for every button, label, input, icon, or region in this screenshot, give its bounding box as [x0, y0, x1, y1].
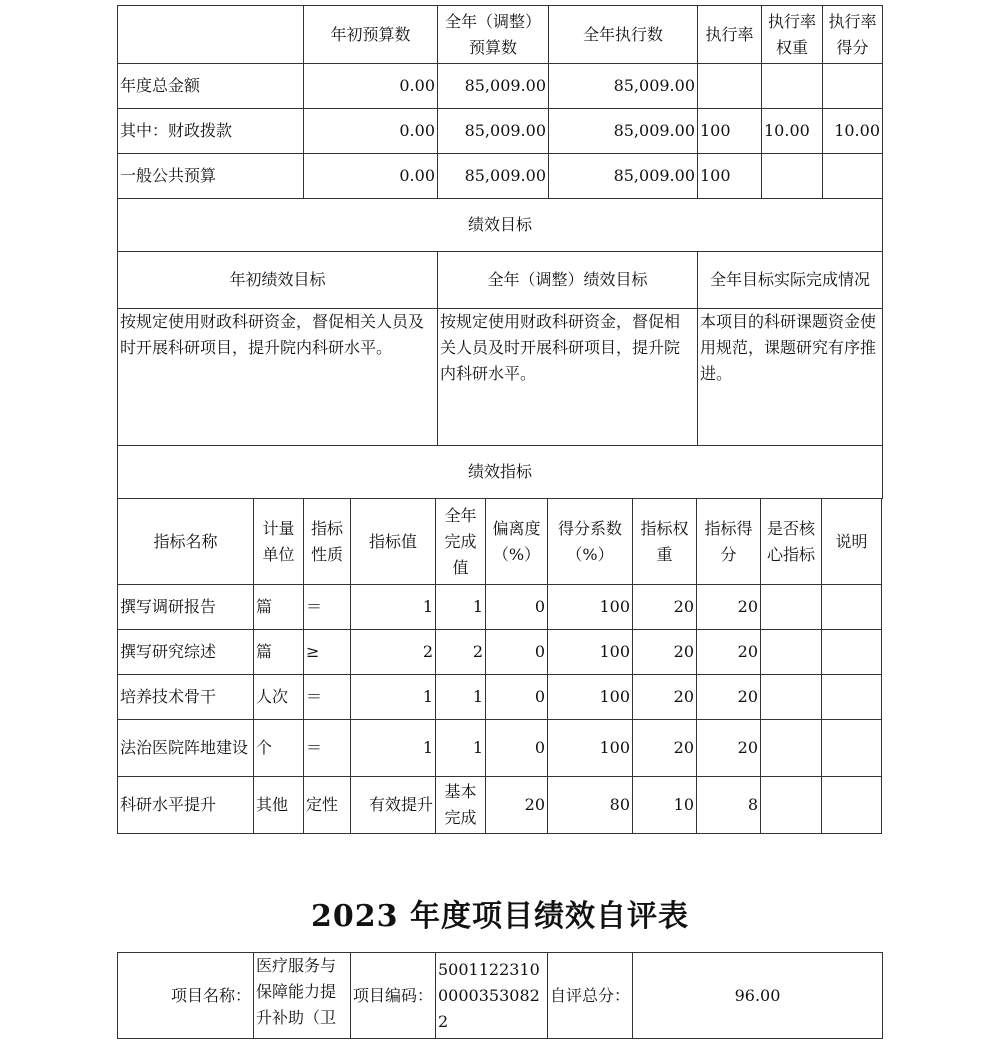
ind-done: 1 — [436, 675, 486, 720]
ind-score: 20 — [697, 675, 761, 720]
goals-header-initial: 年初绩效目标 — [118, 252, 438, 309]
ind-score: 20 — [697, 720, 761, 777]
ind-weight: 10 — [633, 777, 697, 834]
ind-dev: 0 — [486, 630, 548, 675]
budget-row-adjusted: 85,009.00 — [438, 154, 549, 199]
indicators-section-row — [118, 446, 883, 499]
ind-name: 撰写研究综述 — [118, 630, 254, 675]
ind-name: 撰写调研报告 — [118, 585, 254, 630]
goals-content-row — [118, 309, 883, 446]
budget-row-name: 年度总金额 — [118, 64, 304, 109]
goals-actual-text: 本项目的科研课题资金使用规范，课题研究有序推进。 — [698, 309, 883, 446]
ind-score: 20 — [697, 630, 761, 675]
ind-unit: 个 — [254, 720, 304, 777]
ind-score: 8 — [697, 777, 761, 834]
budget-row-rate — [698, 64, 762, 109]
ind-header-weight: 指标权重 — [633, 499, 697, 585]
budget-row-executed: 85,009.00 — [549, 109, 698, 154]
budget-row — [118, 109, 883, 154]
ind-core — [761, 630, 822, 675]
ind-note — [822, 777, 882, 834]
budget-row-score — [823, 64, 883, 109]
ind-nature: ＝ — [304, 720, 351, 777]
ind-header-coef: 得分系数（%） — [548, 499, 633, 585]
budget-row-initial: 0.00 — [304, 64, 438, 109]
ind-header-name: 指标名称 — [118, 499, 254, 585]
ind-target: 2 — [351, 630, 436, 675]
budget-row-initial: 0.00 — [304, 109, 438, 154]
ind-coef: 100 — [548, 630, 633, 675]
ind-target: 1 — [351, 675, 436, 720]
budget-row-score — [823, 154, 883, 199]
budget-header-adjusted: 全年（调整）预算数 — [438, 6, 549, 64]
ind-weight: 20 — [633, 585, 697, 630]
budget-header-initial: 年初预算数 — [304, 6, 438, 64]
budget-row — [118, 64, 883, 109]
ind-weight: 20 — [633, 630, 697, 675]
ind-dev: 0 — [486, 585, 548, 630]
ind-note — [822, 585, 882, 630]
table-row — [118, 720, 882, 777]
ind-name: 科研水平提升 — [118, 777, 254, 834]
budget-row-name: 其中：财政拨款 — [118, 109, 304, 154]
budget-row-score: 10.00 — [823, 109, 883, 154]
project-score-label: 自评总分： — [548, 953, 633, 1039]
ind-name: 法治医院阵地建设 — [118, 720, 254, 777]
ind-done: 1 — [436, 720, 486, 777]
ind-coef: 100 — [548, 585, 633, 630]
project-score-value: 96.00 — [633, 953, 883, 1039]
budget-row-name: 一般公共预算 — [118, 154, 304, 199]
ind-done: 1 — [436, 585, 486, 630]
ind-weight: 20 — [633, 720, 697, 777]
budget-row — [118, 154, 883, 199]
budget-header-score: 执行率得分 — [823, 6, 883, 64]
ind-nature: ＝ — [304, 675, 351, 720]
ind-unit: 其他 — [254, 777, 304, 834]
budget-row-rate: 100 — [698, 109, 762, 154]
ind-coef: 80 — [548, 777, 633, 834]
budget-header-row — [118, 6, 883, 64]
ind-dev: 0 — [486, 720, 548, 777]
budget-table — [117, 5, 883, 499]
project-name-label: 项目名称： — [118, 953, 254, 1039]
ind-score: 20 — [697, 585, 761, 630]
ind-unit: 篇 — [254, 630, 304, 675]
ind-header-unit: 计量单位 — [254, 499, 304, 585]
project-code-label: 项目编码： — [351, 953, 436, 1039]
goals-header-actual: 全年目标实际完成情况 — [698, 252, 883, 309]
budget-row-adjusted: 85,009.00 — [438, 109, 549, 154]
budget-row-executed: 85,009.00 — [549, 64, 698, 109]
ind-done: 2 — [436, 630, 486, 675]
table-row — [118, 585, 882, 630]
ind-unit: 篇 — [254, 585, 304, 630]
budget-header-rate: 执行率 — [698, 6, 762, 64]
budget-row-weight — [762, 154, 823, 199]
goals-header-row — [118, 252, 883, 309]
goals-initial-text: 按规定使用财政科研资金，督促相关人员及时开展科研项目，提升院内科研水平。 — [118, 309, 438, 446]
budget-header-weight: 执行率权重 — [762, 6, 823, 64]
ind-target: 1 — [351, 720, 436, 777]
budget-row-adjusted: 85,009.00 — [438, 64, 549, 109]
ind-nature: ≥ — [304, 630, 351, 675]
ind-core — [761, 675, 822, 720]
ind-weight: 20 — [633, 675, 697, 720]
ind-note — [822, 630, 882, 675]
project-code-value: 500112231000003530822 — [436, 953, 548, 1039]
ind-nature: ＝ — [304, 585, 351, 630]
project-info-table — [117, 952, 883, 1039]
ind-core — [761, 585, 822, 630]
ind-done: 基本完成 — [436, 777, 486, 834]
budget-header-blank — [118, 6, 304, 64]
ind-header-core: 是否核心指标 — [761, 499, 822, 585]
ind-header-done: 全年完成值 — [436, 499, 486, 585]
ind-unit: 人次 — [254, 675, 304, 720]
ind-target: 有效提升 — [351, 777, 436, 834]
ind-target: 1 — [351, 585, 436, 630]
ind-header-note: 说明 — [822, 499, 882, 585]
ind-dev: 20 — [486, 777, 548, 834]
table-row — [118, 675, 882, 720]
goals-header-adjusted: 全年（调整）绩效目标 — [438, 252, 698, 309]
project-name-value: 医疗服务与保障能力提升补助（卫 — [254, 953, 351, 1039]
indicators-table — [117, 498, 882, 834]
indicators-header-row — [118, 499, 882, 585]
goals-section-row — [118, 199, 883, 252]
ind-core — [761, 777, 822, 834]
ind-core — [761, 720, 822, 777]
ind-name: 培养技术骨干 — [118, 675, 254, 720]
ind-coef: 100 — [548, 675, 633, 720]
ind-header-score: 指标得分 — [697, 499, 761, 585]
ind-nature: 定性 — [304, 777, 351, 834]
ind-note — [822, 675, 882, 720]
table-row — [118, 630, 882, 675]
ind-header-nature: 指标性质 — [304, 499, 351, 585]
ind-coef: 100 — [548, 720, 633, 777]
page-title: 2023 年度项目绩效自评表 — [311, 899, 689, 934]
table-row — [118, 777, 882, 834]
ind-header-dev: 偏离度（%） — [486, 499, 548, 585]
goals-section-title: 绩效目标 — [118, 199, 883, 252]
budget-row-rate: 100 — [698, 154, 762, 199]
project-info-row — [118, 953, 883, 1039]
ind-dev: 0 — [486, 675, 548, 720]
goals-adjusted-text: 按规定使用财政科研资金，督促相关人员及时开展科研项目，提升院内科研水平。 — [438, 309, 698, 446]
ind-header-target: 指标值 — [351, 499, 436, 585]
budget-header-executed: 全年执行数 — [549, 6, 698, 64]
indicators-section-title: 绩效指标 — [118, 446, 883, 499]
budget-row-weight: 10.00 — [762, 109, 823, 154]
budget-row-weight — [762, 64, 823, 109]
budget-row-executed: 85,009.00 — [549, 154, 698, 199]
budget-row-initial: 0.00 — [304, 154, 438, 199]
ind-note — [822, 720, 882, 777]
